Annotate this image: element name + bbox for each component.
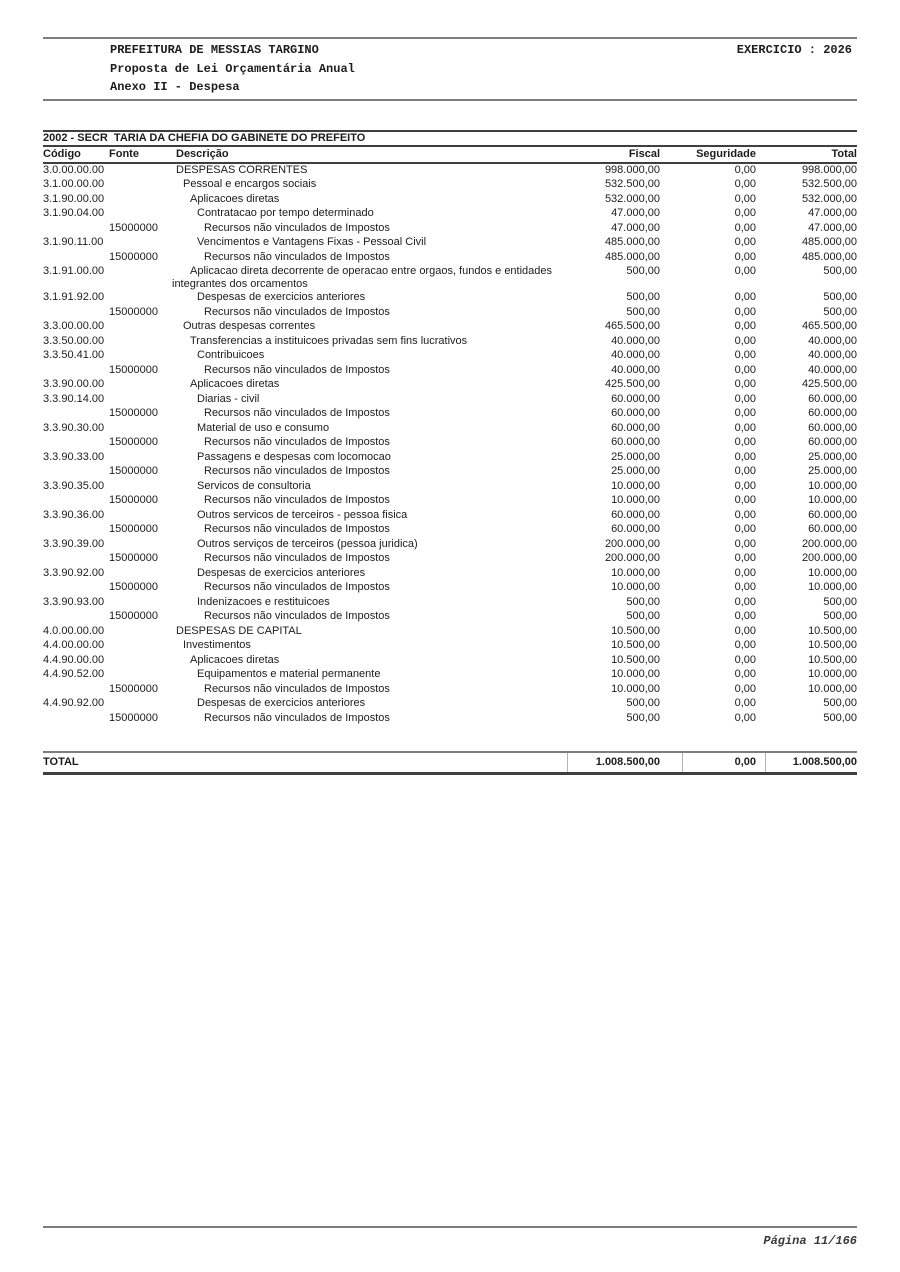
fiscal-cell: 485.000,00 [604,250,660,263]
descricao-cell: Indenizacoes e restituicoes [197,595,330,608]
table-row [43,306,857,321]
descricao-cell: Investimentos [183,639,251,652]
table-row [43,654,857,669]
fiscal-cell: 998.000,00 [604,163,660,176]
descricao-cell: Recursos não vinculados de Impostos [204,250,390,263]
descricao-cell: Outros servicos de terceiros - pessoa fisica [197,508,408,521]
fonte-cell: 15000000 [109,436,158,449]
table-row [43,222,857,237]
codigo-cell: 3.1.91.92.00 [43,291,105,304]
total-cell: 500,00 [823,711,857,724]
descricao-cell: Recursos não vinculados de Impostos [204,221,390,234]
table-row [43,712,857,727]
descricao-cell: Aplicacoes diretas [190,653,280,666]
table-row [43,523,857,538]
seguridade-cell: 0,00 [734,221,756,234]
total-label: TOTAL [43,756,79,769]
fiscal-cell: 532.000,00 [604,192,660,205]
total-cell: 10.000,00 [808,494,857,507]
fonte-cell: 15000000 [109,465,158,478]
codigo-cell: 3.1.90.04.00 [43,207,105,219]
seguridade-cell: 0,00 [734,436,756,449]
codigo-cell: 4.4.90.00.00 [43,653,105,666]
table-row [43,451,857,466]
total-cell: 485.000,00 [801,250,857,263]
fiscal-cell: 10.000,00 [611,479,660,492]
descricao-cell: Recursos não vinculados de Impostos [204,305,390,318]
table-row [43,639,857,654]
seguridade-cell: 0,00 [734,450,756,463]
fiscal-cell: 425.500,00 [604,378,660,391]
table-row [43,265,857,291]
fiscal-cell: 500,00 [626,610,660,623]
annex-subtitle: Anexo II - Despesa [110,80,240,94]
table-row [43,291,857,306]
fonte-cell: 15000000 [109,250,158,263]
total-cell: 10.000,00 [808,479,857,492]
table-row [43,164,857,179]
header-bottom-rule [43,99,857,101]
descricao-cell: Contratacao por tempo determinado [197,207,374,219]
descricao-cell: Material de uso e consumo [197,421,330,434]
fiscal-cell: 500,00 [626,711,660,724]
total-cell: 425.500,00 [801,378,857,391]
fonte-cell: 15000000 [109,407,158,420]
fiscal-cell: 25.000,00 [611,450,660,463]
table-header-row [43,147,857,162]
table-body [43,164,857,727]
codigo-cell: 4.4.90.92.00 [43,697,105,710]
fiscal-cell: 60.000,00 [611,421,660,434]
table-row [43,610,857,625]
seguridade-cell: 0,00 [734,378,756,391]
total-block [43,751,857,775]
codigo-cell: 3.1.90.00.00 [43,192,105,205]
seguridade-cell: 0,00 [734,392,756,405]
seguridade-cell: 0,00 [734,349,756,362]
descricao-cell: Recursos não vinculados de Impostos [204,407,390,420]
descricao-cell: Recursos não vinculados de Impostos [204,363,390,376]
seguridade-cell: 0,00 [734,236,756,248]
table-row [43,335,857,350]
page-title: PREFEITURA DE MESSIAS TARGINO [110,43,319,57]
fonte-cell: 15000000 [109,221,158,234]
codigo-cell: 3.3.00.00.00 [43,320,105,333]
codigo-cell: 3.3.90.39.00 [43,537,105,550]
descricao-cell: DESPESAS CORRENTES [176,163,308,176]
table-row [43,697,857,712]
descricao-cell: Recursos não vinculados de Impostos [204,610,390,623]
total-cell: 200.000,00 [801,537,857,550]
codigo-cell: 3.3.90.14.00 [43,392,105,405]
total-cell: 10.500,00 [808,639,857,652]
fiscal-cell: 500,00 [626,595,660,608]
table-row [43,552,857,567]
total-cell: 10.000,00 [808,581,857,594]
descricao-cell: DESPESAS DE CAPITAL [176,624,302,637]
fonte-cell: 15000000 [109,523,158,536]
fiscal-cell: 532.500,00 [604,178,660,190]
seguridade-cell: 0,00 [734,421,756,434]
footer-rule [43,1226,857,1228]
descricao-cell: Passagens e despesas com locomocao [197,450,391,463]
codigo-cell: 3.3.90.36.00 [43,508,105,521]
document-footer [43,1226,857,1248]
fiscal-cell: 500,00 [626,265,660,277]
fiscal-cell: 500,00 [626,291,660,304]
fiscal-cell: 10.000,00 [611,682,660,695]
table-row [43,178,857,193]
total-cell: 500,00 [823,291,857,304]
total-cell: 60.000,00 [808,392,857,405]
codigo-cell: 3.3.90.92.00 [43,566,105,579]
total-cell: 10.500,00 [808,653,857,666]
total-cell: 47.000,00 [808,221,857,234]
descricao-cell: Aplicacoes diretas [190,378,280,391]
fiscal-cell: 60.000,00 [611,508,660,521]
fiscal-cell: 500,00 [626,305,660,318]
fiscal-cell: 40.000,00 [611,363,660,376]
table-row [43,480,857,495]
codigo-cell: 4.0.00.00.00 [43,624,105,637]
seguridade-cell: 0,00 [734,595,756,608]
total-total-value: 1.008.500,00 [765,753,857,772]
total-cell: 60.000,00 [808,436,857,449]
total-cell: 500,00 [823,305,857,318]
table-row [43,251,857,266]
total-cell: 25.000,00 [808,465,857,478]
codigo-cell: 3.3.50.00.00 [43,334,105,347]
fiscal-cell: 40.000,00 [611,349,660,362]
total-seguridade-value: 0,00 [682,753,765,772]
total-cell: 10.500,00 [808,624,857,637]
budget-table [43,130,857,776]
seguridade-cell: 0,00 [734,566,756,579]
fiscal-cell: 10.500,00 [611,653,660,666]
fiscal-cell: 10.000,00 [611,581,660,594]
descricao-cell: Recursos não vinculados de Impostos [204,465,390,478]
descricao-cell: Vencimentos e Vantagens Fixas - Pessoal Civil [197,236,427,248]
column-header-total: Total [831,147,857,160]
table-row [43,596,857,611]
fonte-cell: 15000000 [109,305,158,318]
seguridade-cell: 0,00 [734,265,756,277]
fiscal-cell: 10.000,00 [611,566,660,579]
seguridade-cell: 0,00 [734,163,756,176]
table-row [43,378,857,393]
total-cell: 465.500,00 [801,320,857,333]
descricao-cell: Equipamentos e material permanente [197,668,381,681]
table-row [43,509,857,524]
seguridade-cell: 0,00 [734,639,756,652]
column-header-fonte: Fonte [109,147,139,160]
total-cell: 532.500,00 [801,178,857,190]
table-row [43,668,857,683]
descricao-cell: Pessoal e encargos sociais [183,178,317,190]
seguridade-cell: 0,00 [734,668,756,681]
descricao-cell: Outros serviços de terceiros (pessoa juridica) [197,537,418,550]
total-cell: 10.000,00 [808,668,857,681]
descricao-cell: Recursos não vinculados de Impostos [204,682,390,695]
fonte-cell: 15000000 [109,610,158,623]
seguridade-cell: 0,00 [734,711,756,724]
fonte-cell: 15000000 [109,581,158,594]
seguridade-cell: 0,00 [734,610,756,623]
descricao-cell: Despesas de exercicios anteriores [197,697,366,710]
codigo-cell: 3.3.50.41.00 [43,349,105,362]
fonte-cell: 15000000 [109,494,158,507]
fiscal-cell: 10.500,00 [611,639,660,652]
total-cell: 200.000,00 [801,552,857,565]
fiscal-cell: 465.500,00 [604,320,660,333]
seguridade-cell: 0,00 [734,465,756,478]
descricao-cell: Recursos não vinculados de Impostos [204,552,390,565]
seguridade-cell: 0,00 [734,305,756,318]
codigo-cell: 3.3.90.30.00 [43,421,105,434]
codigo-cell: 3.3.90.35.00 [43,479,105,492]
fiscal-cell: 10.000,00 [611,668,660,681]
table-row [43,407,857,422]
table-row [43,567,857,582]
total-cell: 40.000,00 [808,363,857,376]
seguridade-cell: 0,00 [734,624,756,637]
total-cell: 500,00 [823,265,857,277]
table-row [43,364,857,379]
table-row [43,236,857,251]
descricao-cell: Recursos não vinculados de Impostos [204,494,390,507]
descricao-cell: Recursos não vinculados de Impostos [204,523,390,536]
seguridade-cell: 0,00 [734,653,756,666]
seguridade-cell: 0,00 [734,552,756,565]
fonte-cell: 15000000 [109,552,158,565]
seguridade-cell: 0,00 [734,407,756,420]
codigo-cell: 3.0.00.00.00 [43,163,105,176]
fiscal-cell: 200.000,00 [604,552,660,565]
descricao-cell: Aplicacoes diretas [190,192,280,205]
fiscal-cell: 40.000,00 [611,334,660,347]
codigo-cell: 3.1.90.11.00 [43,236,104,248]
column-header-descricao: Descrição [176,147,229,160]
seguridade-cell: 0,00 [734,523,756,536]
fonte-cell: 15000000 [109,711,158,724]
fiscal-cell: 200.000,00 [604,537,660,550]
codigo-cell: 3.1.91.00.00 [43,265,105,277]
descricao-cell: Aplicacao direta decorrente de operacao entre orgaos, fundos e entidades integrantes dos orcamentos [172,265,553,291]
descricao-cell: Diarias - civil [197,392,260,405]
section-title: 2002 - SECR TARIA DA CHEFIA DO GABINETE DO PREFEITO [43,131,366,144]
fiscal-cell: 10.000,00 [611,494,660,507]
seguridade-cell: 0,00 [734,682,756,695]
total-cell: 60.000,00 [808,421,857,434]
fiscal-cell: 47.000,00 [611,221,660,234]
fiscal-cell: 10.500,00 [611,624,660,637]
total-cell: 47.000,00 [808,207,857,219]
total-cell: 500,00 [823,610,857,623]
total-cell: 40.000,00 [808,349,857,362]
column-header-codigo: Código [43,147,81,160]
codigo-cell: 3.1.00.00.00 [43,178,105,190]
total-cell: 485.000,00 [801,236,857,248]
fonte-cell: 15000000 [109,682,158,695]
total-cell: 40.000,00 [808,334,857,347]
descricao-cell: Servicos de consultoria [197,479,311,492]
fiscal-cell: 60.000,00 [611,407,660,420]
seguridade-cell: 0,00 [734,334,756,347]
fiscal-cell: 60.000,00 [611,392,660,405]
table-row [43,465,857,480]
seguridade-cell: 0,00 [734,581,756,594]
codigo-cell: 3.3.90.93.00 [43,595,105,608]
table-row [43,494,857,509]
table-row [43,436,857,451]
descricao-cell: Recursos não vinculados de Impostos [204,711,390,724]
table-row [43,538,857,553]
fiscal-cell: 500,00 [626,697,660,710]
seguridade-cell: 0,00 [734,207,756,219]
total-bottom-rule [43,772,857,775]
total-cell: 60.000,00 [808,508,857,521]
descricao-cell: Outras despesas correntes [183,320,316,333]
total-cell: 532.000,00 [801,192,857,205]
column-header-fiscal: Fiscal [628,147,660,160]
document-subtitle: Proposta de Lei Orçamentária Anual [110,61,355,76]
total-cell: 500,00 [823,697,857,710]
page-number: Página 11/166 [763,1234,857,1248]
descricao-cell: Recursos não vinculados de Impostos [204,436,390,449]
seguridade-cell: 0,00 [734,537,756,550]
seguridade-cell: 0,00 [734,697,756,710]
table-row [43,683,857,698]
seguridade-cell: 0,00 [734,320,756,333]
seguridade-cell: 0,00 [734,250,756,263]
total-cell: 25.000,00 [808,450,857,463]
total-cell: 60.000,00 [808,407,857,420]
seguridade-cell: 0,00 [734,192,756,205]
codigo-cell: 4.4.00.00.00 [43,639,105,652]
table-row [43,581,857,596]
total-cell: 60.000,00 [808,523,857,536]
table-row [43,320,857,335]
total-cell: 10.000,00 [808,566,857,579]
fonte-cell: 15000000 [109,363,158,376]
total-cell: 10.000,00 [808,682,857,695]
table-row [43,193,857,208]
total-cell: 500,00 [823,595,857,608]
table-row [43,349,857,364]
column-header-seguridade: Seguridade [696,147,756,160]
fiscal-cell: 47.000,00 [611,207,660,219]
descricao-cell: Despesas de exercicios anteriores [197,566,366,579]
descricao-cell: Despesas de exercicios anteriores [197,291,366,304]
codigo-cell: 3.3.90.00.00 [43,378,105,391]
descricao-cell: Transferencias a instituicoes privadas sem fins lucrativos [190,334,468,347]
fiscal-cell: 485.000,00 [604,236,660,248]
codigo-cell: 4.4.90.52.00 [43,668,105,681]
fiscal-cell: 60.000,00 [611,523,660,536]
descricao-cell: Recursos não vinculados de Impostos [204,581,390,594]
descricao-cell: Contribuicoes [197,349,265,362]
seguridade-cell: 0,00 [734,479,756,492]
table-row [43,625,857,640]
seguridade-cell: 0,00 [734,291,756,304]
table-row [43,207,857,222]
total-cell: 998.000,00 [801,163,857,176]
seguridade-cell: 0,00 [734,508,756,521]
table-row [43,422,857,437]
total-fiscal-value: 1.008.500,00 [567,753,682,772]
document-header [43,37,857,101]
total-row [43,753,857,772]
exercise-label: EXERCICIO : 2026 [736,43,852,57]
fiscal-cell: 60.000,00 [611,436,660,449]
seguridade-cell: 0,00 [734,494,756,507]
table-row [43,393,857,408]
seguridade-cell: 0,00 [734,363,756,376]
seguridade-cell: 0,00 [734,178,756,190]
codigo-cell: 3.3.90.33.00 [43,450,105,463]
fiscal-cell: 25.000,00 [611,465,660,478]
